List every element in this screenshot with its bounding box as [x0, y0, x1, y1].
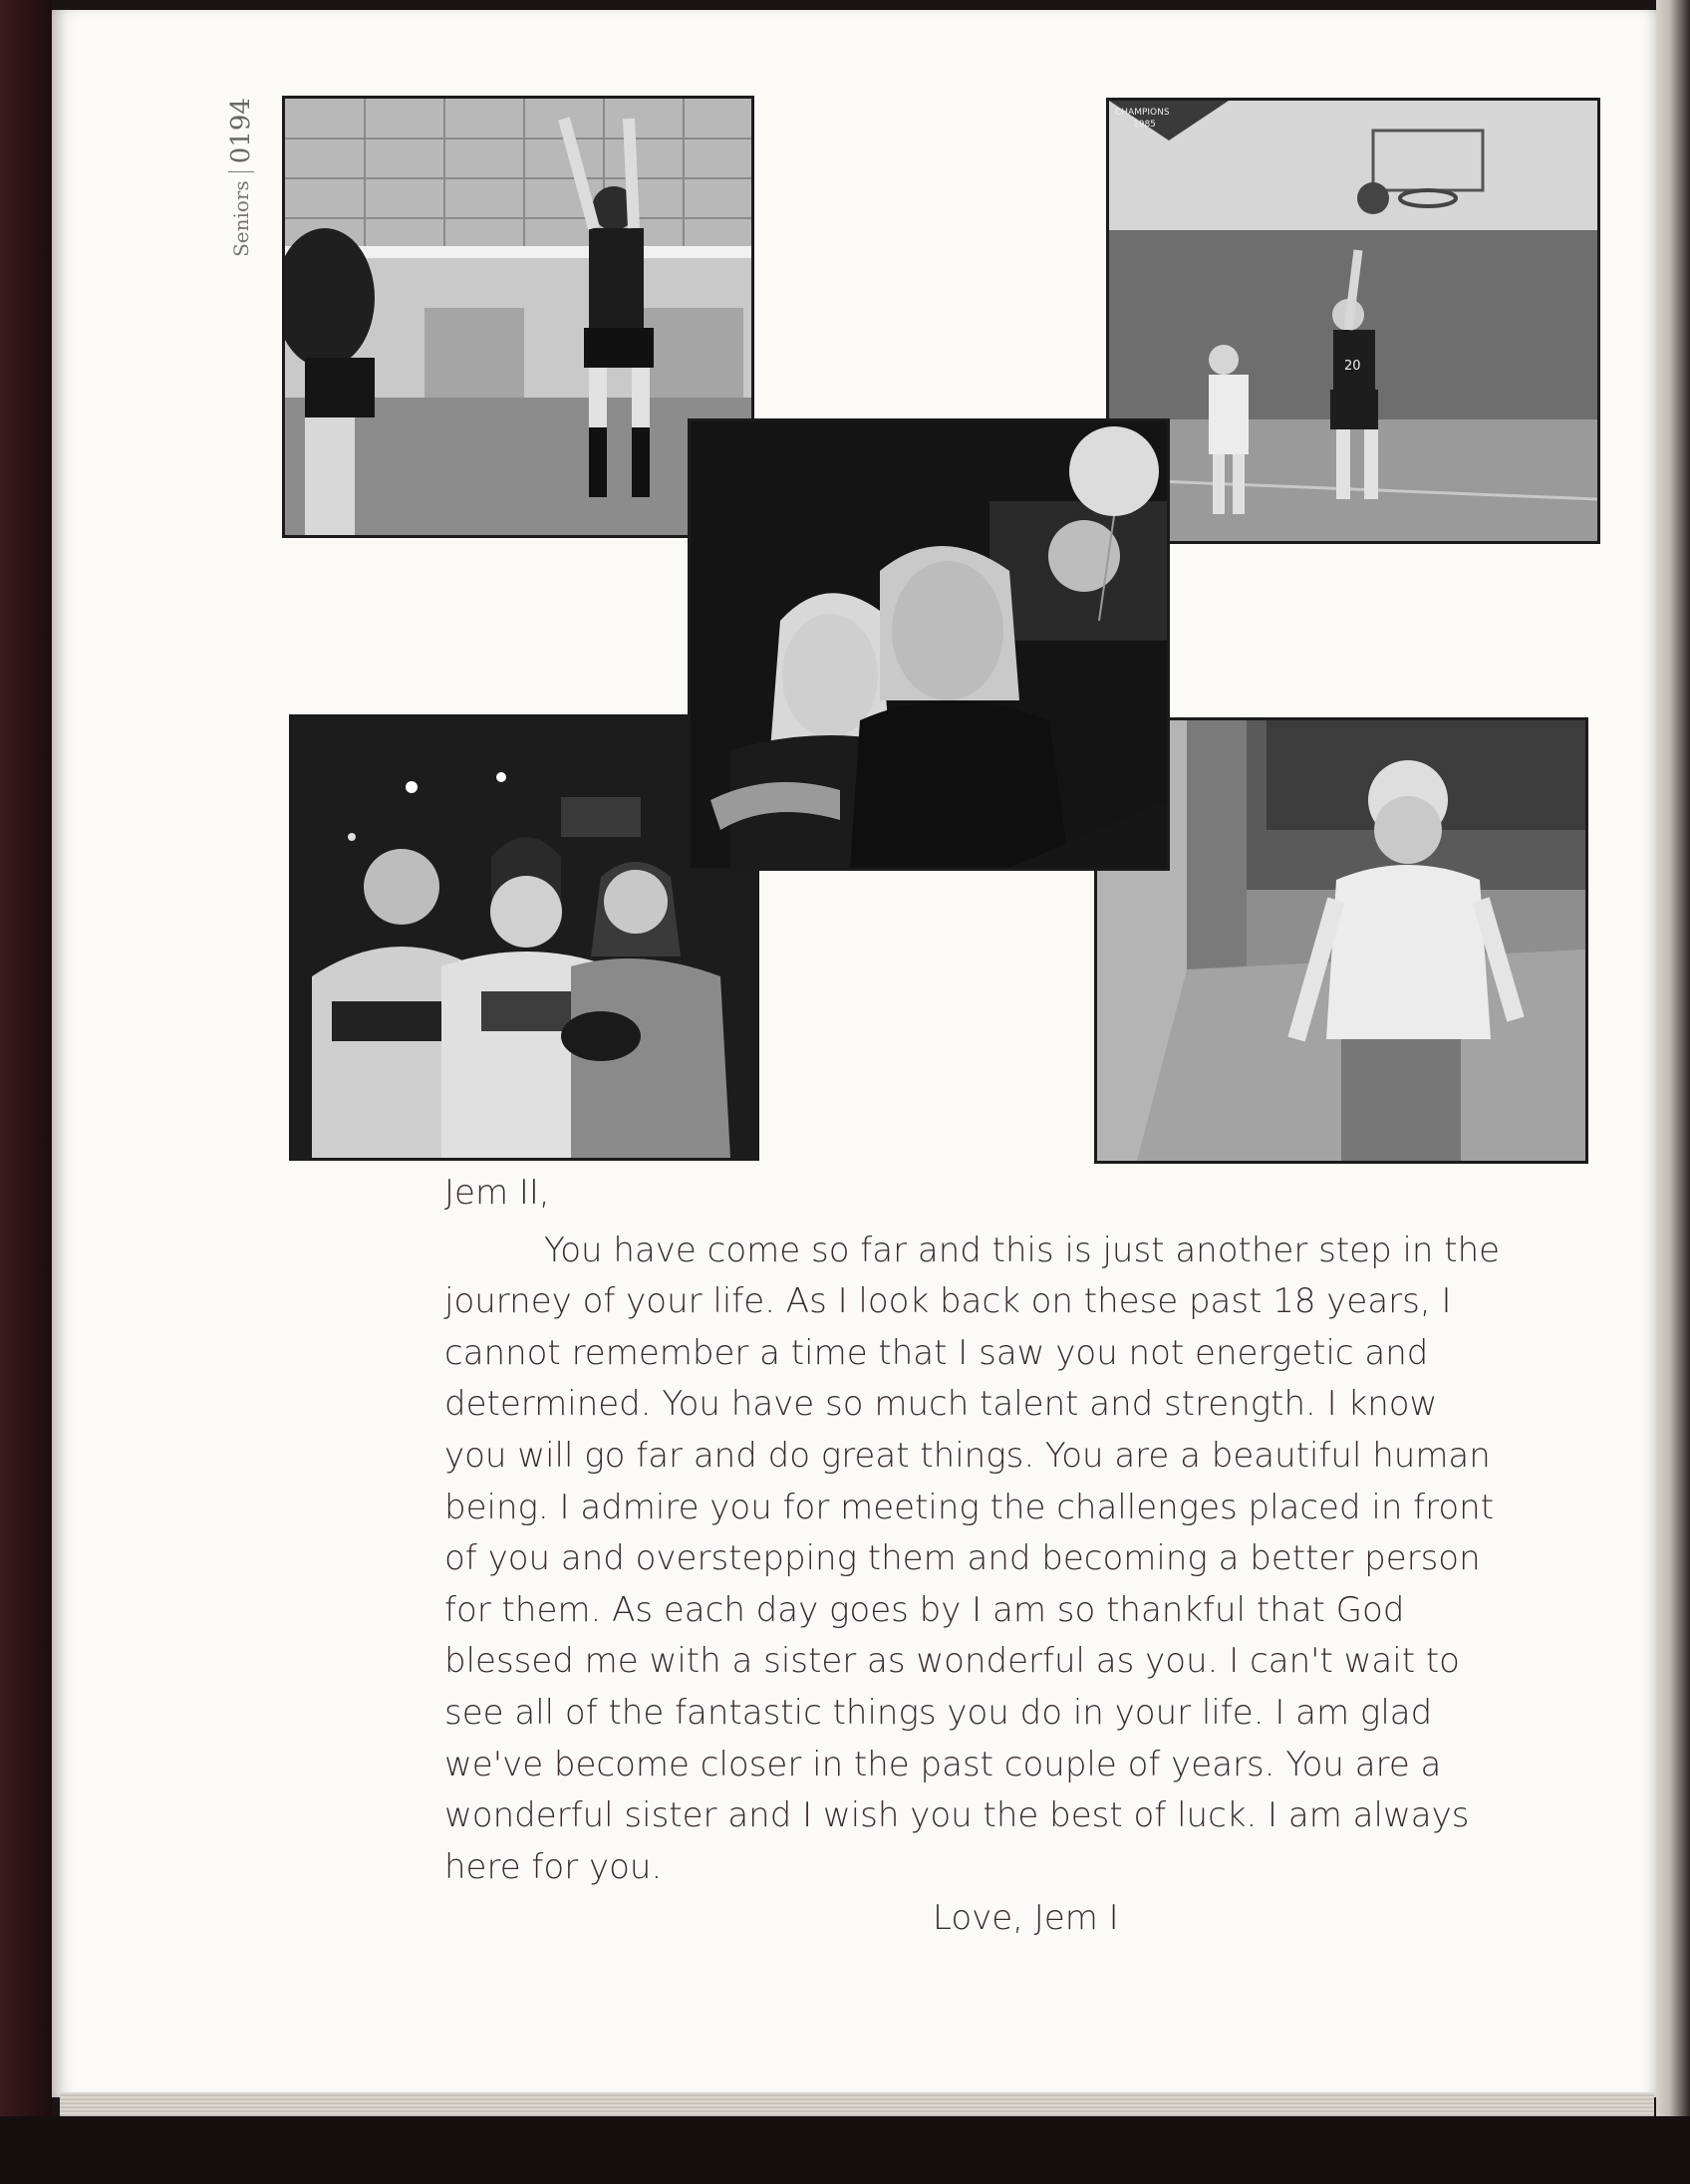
- page-right-edge: [1656, 0, 1690, 2184]
- page-stack-edges: [60, 2092, 1654, 2116]
- letter-signoff: Love, Jem I: [933, 1898, 1119, 1939]
- volleyball-photo: [282, 96, 754, 538]
- svg-text:1985: 1985: [1133, 120, 1156, 130]
- section-label: Seniors: [229, 179, 254, 257]
- letter-body: You have come so far and this is just another step in the journey of your life. As I look back on these past 18 years, I cannot remember a time that I saw you not energetic and determined. You have so much talent and strength. I know you will go far and do great things. You are a beautiful human being. I admire you for meeting the challenges placed in front of you and overstepping them and becoming a better person for them. As each day goes by I am so thankful that God blessed me with a sister as wonderful as you. I can't wait to see all of the fantastic things you do in your life. I am glad we've become closer in the past couple of years. You are a wonderful sister and I wish you the best of luck. I am always here for you.: [444, 1229, 1501, 1887]
- folio-divider: [228, 171, 254, 172]
- letter-salutation: Jem II,: [444, 1173, 550, 1213]
- svg-text:CHAMPIONS: CHAMPIONS: [1115, 108, 1170, 118]
- letter: [444, 1168, 1501, 1945]
- book-spine: [0, 0, 52, 2184]
- svg-text:20: 20: [1344, 359, 1361, 374]
- friends-photo: [688, 418, 1170, 871]
- page-folio: [221, 95, 261, 259]
- basketball-photo: [1106, 98, 1600, 544]
- scan-bottom-band: [0, 2116, 1690, 2184]
- page-number: 0194: [226, 97, 257, 163]
